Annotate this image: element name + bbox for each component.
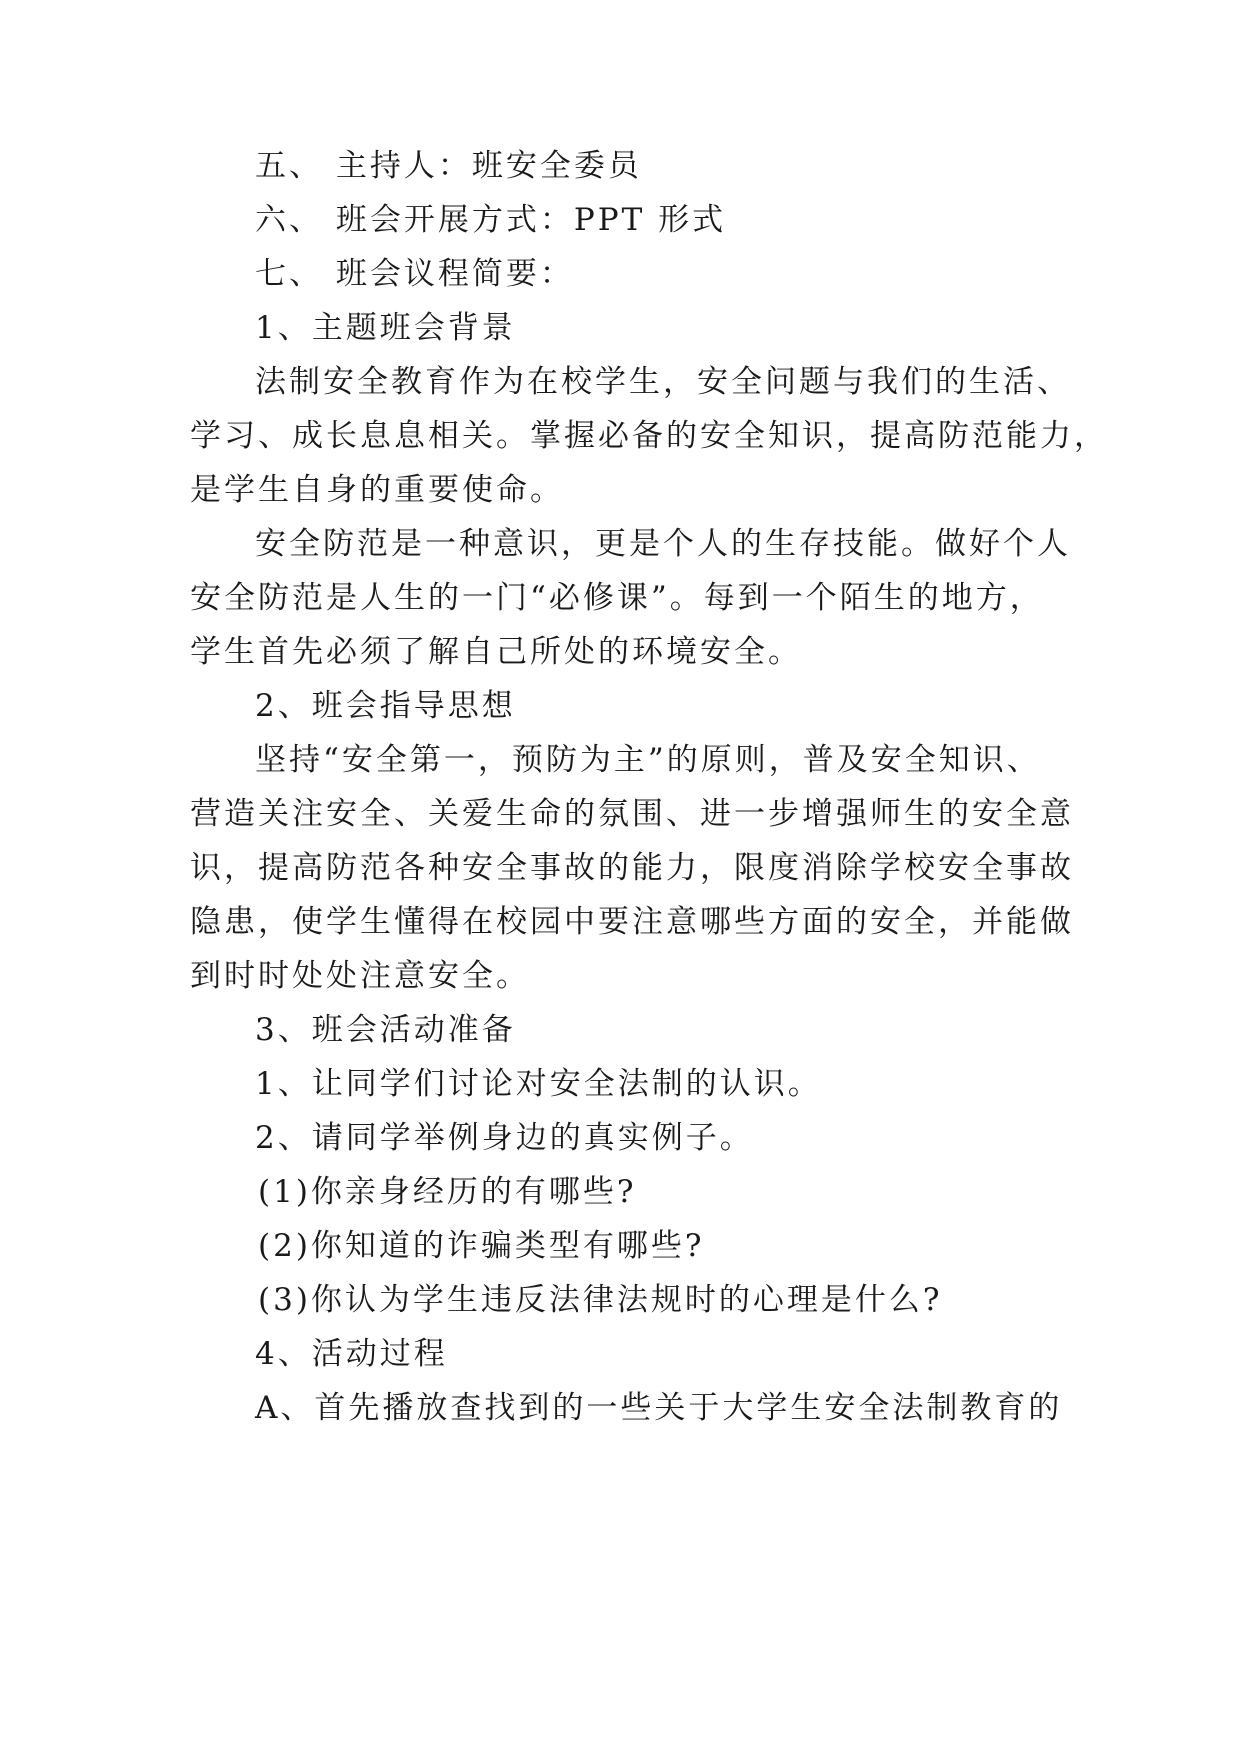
heading-guiding-idea: 2、班会指导思想 — [255, 688, 516, 724]
paragraph-line: A、首先播放查找到的一些关于大学生安全法制教育的 — [255, 1390, 1063, 1426]
list-item: 2、请同学举例身边的真实例子。 — [255, 1120, 754, 1156]
paragraph-line: 法制安全教育作为在校学生，安全问题与我们的生活、 — [255, 364, 1071, 400]
section-host: 五、 主持人：班安全委员 — [255, 148, 642, 184]
paragraph-line: 学习、成长息息相关。掌握必备的安全知识，提高防范能力， — [190, 418, 1108, 454]
paragraph-line: 识，提高防范各种安全事故的能力，限度消除学校安全事故 — [190, 850, 1074, 886]
heading-background: 1、主题班会背景 — [255, 310, 516, 346]
paragraph-line: 坚持“安全第一，预防为主”的原则，普及安全知识、 — [255, 742, 1041, 778]
paragraph-line: 隐患，使学生懂得在校园中要注意哪些方面的安全，并能做 — [190, 904, 1074, 940]
paragraph-line: 安全防范是一种意识，更是个人的生存技能。做好个人 — [255, 526, 1071, 562]
heading-preparation: 3、班会活动准备 — [255, 1012, 516, 1048]
paragraph-line: 营造关注安全、关爱生命的氛围、进一步增强师生的安全意 — [190, 796, 1074, 832]
sub-list-item: (1)你亲身经历的有哪些? — [258, 1174, 637, 1210]
paragraph-line: 安全防范是人生的一门“必修课”。每到一个陌生的地方， — [190, 580, 1044, 616]
sub-list-item: (2)你知道的诈骗类型有哪些? — [258, 1228, 705, 1264]
heading-process: 4、活动过程 — [255, 1336, 448, 1372]
paragraph-line: 是学生自身的重要使命。 — [190, 472, 564, 508]
sub-list-item: (3)你认为学生违反法律法规时的心理是什么? — [258, 1282, 943, 1318]
section-agenda: 七、 班会议程简要： — [255, 256, 574, 292]
section-format: 六、 班会开展方式：PPT 形式 — [255, 202, 727, 238]
paragraph-line: 学生首先必须了解自己所处的环境安全。 — [190, 634, 802, 670]
list-item: 1、让同学们讨论对安全法制的认识。 — [255, 1066, 822, 1102]
paragraph-line: 到时时处处注意安全。 — [190, 958, 530, 994]
